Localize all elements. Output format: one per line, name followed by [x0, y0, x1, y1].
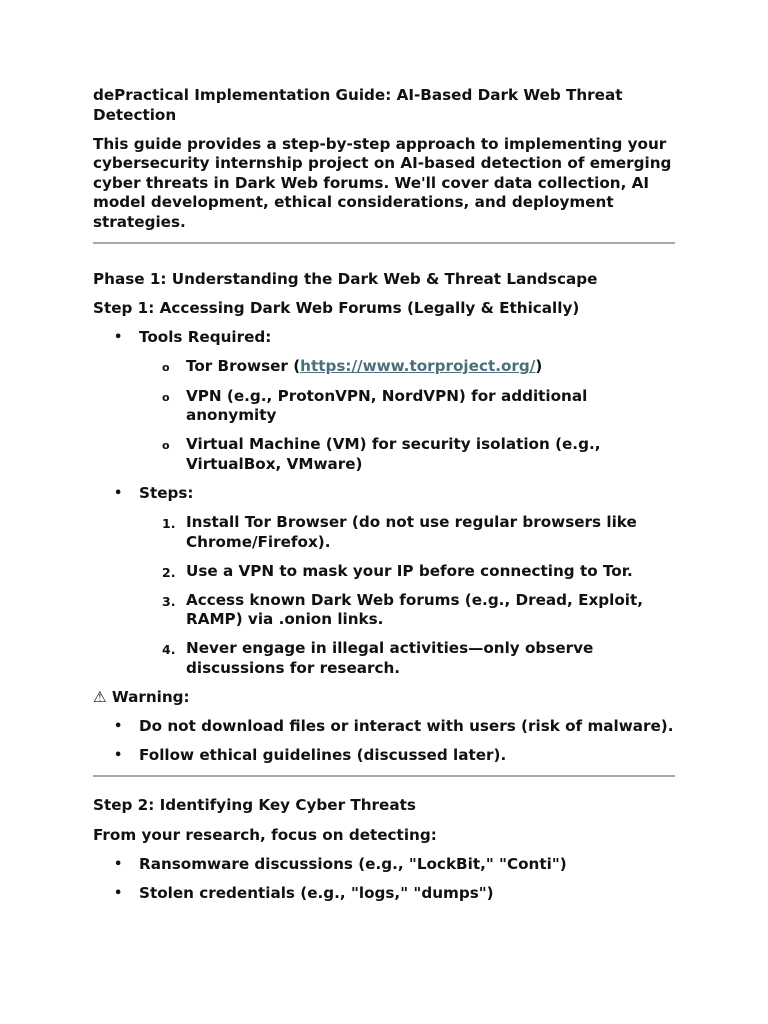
section-divider [93, 775, 675, 777]
threat-text: Stolen credentials (e.g., "logs," "dumps") [139, 883, 494, 902]
warning-heading: ⚠ Warning: [93, 688, 190, 707]
list-item [93, 746, 675, 766]
section-divider [93, 242, 675, 244]
steps-list-wrapper [93, 484, 675, 504]
tor-project-link[interactable]: https://www.torproject.org/ [300, 357, 536, 376]
list-item-steps [93, 484, 675, 504]
tools-list [93, 357, 675, 474]
vm-text: Virtual Machine (VM) for security isolation (e.g., VirtualBox, VMware) [186, 435, 601, 473]
step-text: Use a VPN to mask your IP before connecting to Tor. [186, 561, 633, 580]
vpn-text: VPN (e.g., ProtonVPN, NordVPN) for additional anonymity [186, 386, 588, 425]
list-item [93, 513, 675, 552]
step2-intro: From your research, focus on detecting: [93, 825, 437, 844]
bullet-icon: • [114, 330, 123, 346]
circle-bullet-icon: o [162, 439, 170, 453]
list-item [93, 562, 675, 582]
step-number: 4. [162, 642, 176, 658]
step-text: Never engage in illegal activities—only observe discussions for research. [186, 639, 594, 678]
circle-bullet-icon: o [162, 390, 170, 404]
bullet-icon: • [114, 485, 123, 501]
list-item [93, 591, 675, 630]
threat-text: Ransomware discussions (e.g., "LockBit," "Conti") [139, 854, 567, 873]
steps-label: Steps: [139, 483, 194, 502]
intro-paragraph: This guide provides a step-by-step approach to implementing your cybersecurity internship project on AI-based detection of emerging cyber threats in Dark Web forums. We'll cover data collection, AI model development, ethical considerations, and deployment strategies. [93, 134, 672, 232]
document-body [93, 86, 675, 913]
bullet-icon: • [114, 719, 123, 735]
warning-list [93, 717, 675, 766]
list-item-tools [93, 328, 675, 348]
threats-list [93, 855, 675, 904]
step-number: 2. [162, 564, 176, 580]
circle-bullet-icon: o [162, 361, 170, 375]
step1-heading: Step 1: Accessing Dark Web Forums (Legally & Ethically) [93, 299, 580, 318]
tools-label: Tools Required: [139, 328, 272, 347]
list-item [93, 855, 675, 875]
bullet-icon: • [114, 856, 123, 872]
tor-prefix: Tor Browser ( [186, 357, 301, 376]
steps-list [93, 513, 675, 679]
step-text: Install Tor Browser (do not use regular browsers like Chrome/Firefox). [186, 513, 637, 551]
step-number: 1. [162, 516, 176, 531]
step-number: 3. [162, 593, 176, 609]
bullet-icon: • [114, 748, 123, 764]
list-item [93, 884, 675, 904]
list-item [93, 717, 675, 737]
step-text: Access known Dark Web forums (e.g., Dread, Exploit, RAMP) via .onion links. [186, 590, 644, 629]
step1-list [93, 328, 675, 348]
list-item [93, 639, 675, 678]
list-item-vm [93, 435, 675, 474]
warning-item-text: Follow ethical guidelines (discussed later). [139, 746, 507, 765]
list-item-tor [93, 357, 675, 377]
bullet-icon: • [114, 885, 123, 901]
warning-item-text: Do not download files or interact with users (risk of malware). [139, 717, 674, 736]
phase1-heading: Phase 1: Understanding the Dark Web & Threat Landscape [93, 270, 598, 289]
list-item-vpn [93, 387, 675, 426]
tor-suffix: ) [535, 357, 543, 376]
step2-heading: Step 2: Identifying Key Cyber Threats [93, 796, 416, 815]
document-title: dePractical Implementation Guide: AI-Based Dark Web Threat Detection [93, 86, 623, 124]
